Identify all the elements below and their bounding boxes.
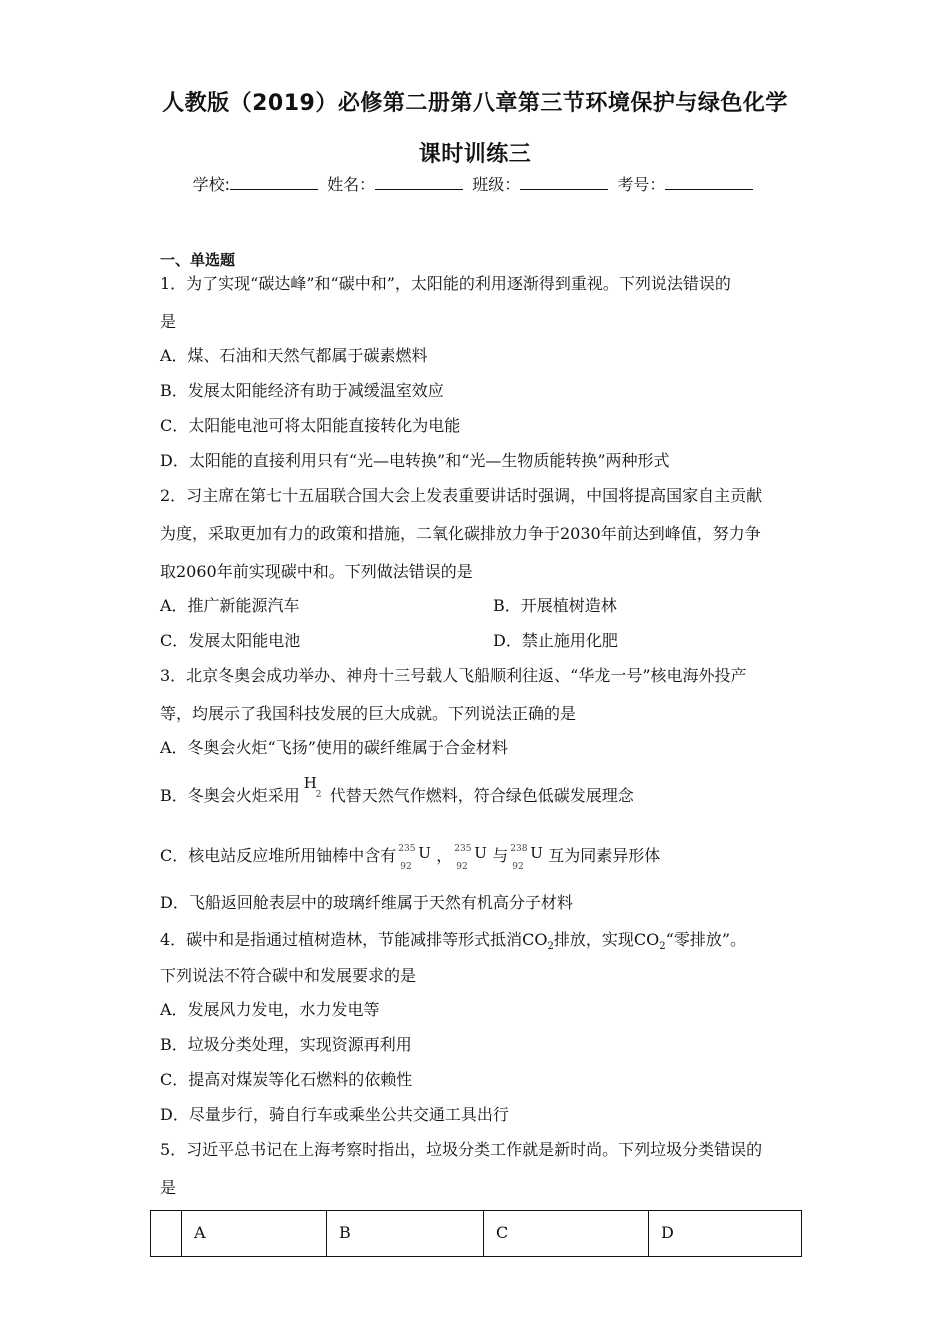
q3-option-c-suffix: 互为同素异形体: [548, 846, 661, 865]
q1-option-c: C．太阳能电池可将太阳能直接转化为电能: [160, 416, 461, 435]
table-cell-a: A: [182, 1211, 327, 1257]
q4-stem-part3: “零排放”。: [665, 930, 747, 949]
q3-stem-line2: 等，均展示了我国科技发展的巨大成就。下列说法正确的是: [160, 704, 577, 723]
q3-option-d: D．飞船返回舱表层中的玻璃纤维属于天然有机高分子材料: [160, 893, 573, 912]
q2-stem-line1: 2．习主席在第七十五届联合国大会上发表重要讲话时强调，中国将提高国家自主贡献: [160, 486, 763, 505]
q2-stem-line2: 为度，采取更加有力的政策和措施，二氧化碳排放力争于2030年前达到峰值，努力争: [160, 524, 761, 543]
q4-option-a: A．发展风力发电，水力发电等: [160, 1000, 380, 1019]
q3-option-c-prefix: C．核电站反应堆所用铀棒中含有: [160, 846, 397, 865]
exam-number-label: 考号：: [617, 175, 666, 194]
q2-option-d: D．禁止施用化肥: [493, 631, 618, 650]
q3-option-c-and: 与: [492, 846, 509, 865]
class-blank[interactable]: [520, 175, 608, 190]
q3-option-a: A．冬奥会火炬“飞扬”使用的碳纤维属于合金材料: [160, 738, 508, 757]
u238-mass: 238: [510, 843, 528, 854]
table-cell-b: B: [327, 1211, 484, 1257]
table-cell-blank: [151, 1211, 182, 1257]
q3-option-b-suffix: 代替天然气作燃料，符合绿色低碳发展理念: [329, 786, 634, 805]
school-blank[interactable]: [230, 175, 318, 190]
hydrogen-subscript: 2: [315, 789, 322, 800]
isotope-u238: [508, 843, 548, 872]
doc-title-line1: 人教版（2019）必修第二册第八章第三节环境保护与绿色化学: [162, 91, 788, 116]
name-blank[interactable]: [375, 175, 463, 190]
q4-option-d: D．尽量步行，骑自行车或乘坐公共交通工具出行: [160, 1105, 509, 1124]
isotope-u235-a: [396, 843, 436, 872]
q5-options-table: [150, 1210, 802, 1257]
u235-b-symbol: U: [474, 843, 487, 862]
class-label: 班级：: [472, 175, 521, 194]
q3-option-b: [160, 773, 634, 807]
q2-option-c: C．发展太阳能电池: [160, 631, 301, 650]
q4-stem-part2: 排放，实现CO: [553, 930, 660, 949]
q3-option-c: [160, 843, 661, 872]
q4-stem-line1: [160, 930, 746, 957]
q3-stem-line1: 3．北京冬奥会成功举办、神舟十三号载人飞船顺利往返、“华龙一号”核电海外投产: [160, 666, 747, 685]
q4-stem-part1: 4．碳中和是指通过植树造林，节能减排等形式抵消CO: [160, 930, 548, 949]
hydrogen-formula: [300, 773, 330, 807]
u235-b-mass: 235: [454, 843, 472, 854]
q2-stem-line3: 取2060年前实现碳中和。下列做法错误的是: [160, 562, 473, 581]
q4-stem-line2: 下列说法不符合碳中和发展要求的是: [160, 966, 417, 985]
hydrogen-symbol: H: [303, 773, 317, 792]
table-cell-d: D: [649, 1211, 802, 1257]
q3-option-b-prefix: B．冬奥会火炬采用: [160, 786, 300, 805]
section-heading: 一、单选题: [160, 251, 236, 269]
q3-option-c-comma: ，: [436, 846, 453, 865]
q5-stem-line2: 是: [160, 1178, 177, 1197]
name-label: 姓名：: [327, 175, 376, 194]
q1-stem-line1: 1．为了实现“碳达峰”和“碳中和”，太阳能的利用逐渐得到重视。下列说法错误的: [160, 274, 731, 293]
u235-b-atomic-number: 92: [456, 861, 468, 872]
q2-option-b: B．开展植树造林: [493, 596, 617, 615]
exam-number-blank[interactable]: [665, 175, 753, 190]
q1-option-a: A．煤、石油和天然气都属于碳素燃料: [160, 346, 428, 365]
q1-option-d: D．太阳能的直接利用只有“光—电转换”和“光—生物质能转换”两种形式: [160, 451, 670, 470]
table-cell-c: C: [484, 1211, 649, 1257]
u238-symbol: U: [530, 843, 543, 862]
co2-subscript-2: 2: [659, 941, 666, 953]
q4-option-c: C．提高对煤炭等化石燃料的依赖性: [160, 1070, 413, 1089]
isotope-u235-b: [452, 843, 492, 872]
table-row: [151, 1211, 802, 1257]
co2-subscript-1: 2: [547, 941, 554, 953]
q1-stem-line2: 是: [160, 312, 177, 331]
q2-option-a: A．推广新能源汽车: [160, 596, 300, 615]
q4-option-b: B．垃圾分类处理，实现资源再利用: [160, 1035, 412, 1054]
student-info-row: [0, 172, 950, 195]
u235-a-mass: 235: [398, 843, 416, 854]
u238-atomic-number: 92: [512, 861, 524, 872]
school-label: 学校:: [192, 175, 231, 194]
u235-a-atomic-number: 92: [400, 861, 412, 872]
q5-stem-line1: 5．习近平总书记在上海考察时指出，垃圾分类工作就是新时尚。下列垃圾分类错误的: [160, 1140, 763, 1159]
u235-a-symbol: U: [418, 843, 431, 862]
doc-title-line2: 课时训练三: [418, 142, 532, 167]
q1-option-b: B．发展太阳能经济有助于减缓温室效应: [160, 381, 444, 400]
